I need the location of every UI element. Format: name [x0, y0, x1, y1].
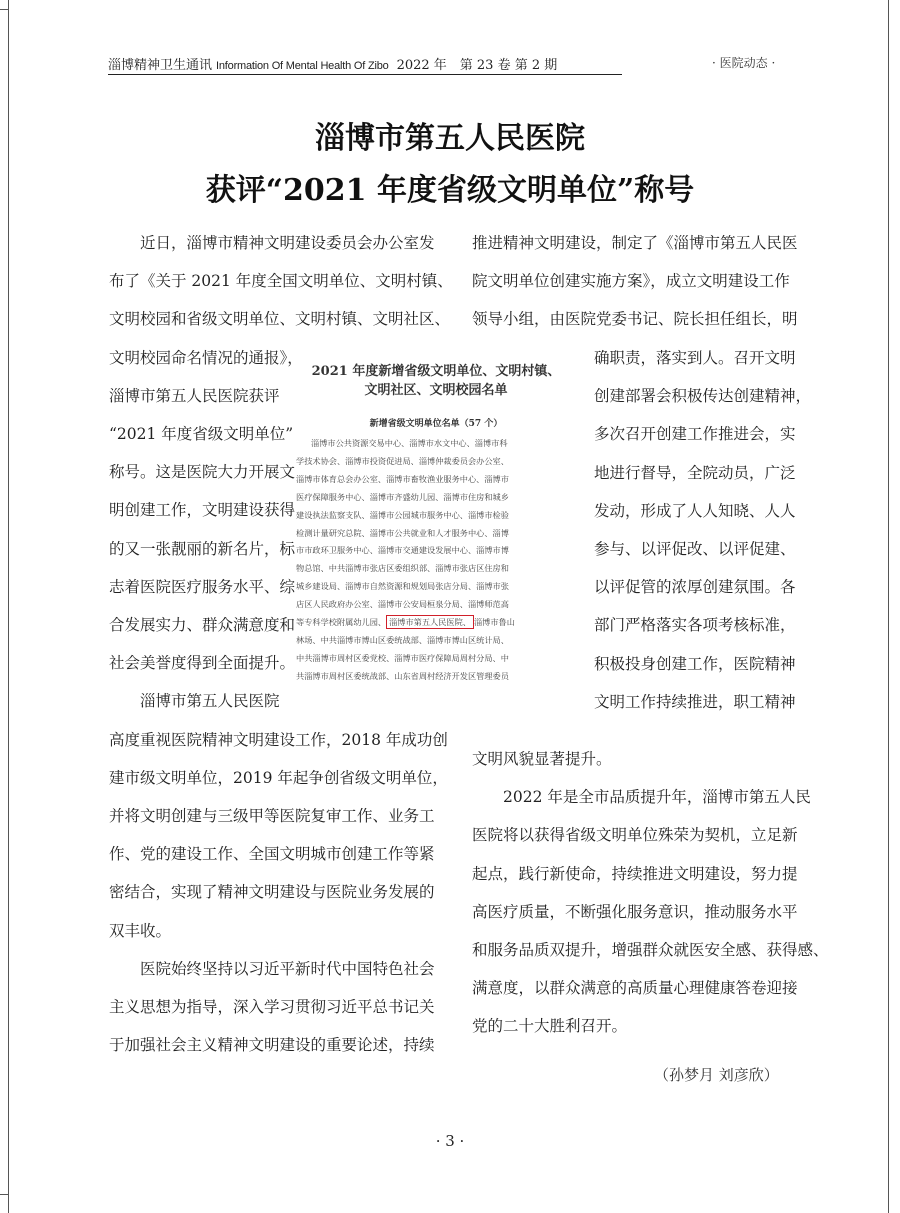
text-line: 淄博市第五人民医院	[109, 692, 280, 711]
text-line: 推进精神文明建设，制定了《淄博市第五人民医	[472, 234, 798, 252]
text-line: 于加强社会主义精神文明建设的重要论述，持续	[109, 1036, 435, 1055]
clipping-text: 淄博市鲁山	[473, 617, 515, 628]
text-line: 合发展实力、群众满意度和	[109, 616, 296, 635]
clipping-line: 淄博市体育总会办公室、淄博市畜牧渔业服务中心、淄博市	[296, 473, 509, 484]
clipping-line: 物总馆、中共淄博市张店区委组织部、淄博市张店区住房和	[296, 563, 509, 574]
text-line: 参与、以评促改、以评促建、	[594, 540, 796, 559]
text-line: 医院将以获得省级文明单位殊荣为契机，立足新	[472, 826, 798, 845]
clipping-line: 检测计量研究总院、淄博市公共就业和人才服务中心、淄博	[296, 527, 509, 538]
clipping-line: 林场、中共淄博市博山区委统战部、淄博市博山区统计局、	[296, 634, 509, 645]
article-title-line1: 淄博市第五人民医院	[315, 121, 585, 156]
article-title-line2: 获评“2021 年度省级文明单位”称号	[205, 173, 695, 208]
header-rule	[108, 74, 622, 75]
text-line: 发动，形成了人人知晓、人人	[594, 501, 796, 520]
text-line: 并将文明创建与三级甲等医院复审工作、业务工	[109, 807, 435, 826]
text-line: 积极投身创建工作，医院精神	[594, 654, 796, 673]
text-line: 文明工作持续推进，职工精神	[594, 692, 796, 711]
text-line: 近日，淄博市精神文明建设委员会办公室发	[109, 234, 435, 252]
text-line: 以评促管的浓厚创建氛围。各	[594, 578, 796, 597]
clipping-line: 店区人民政府办公室、淄博市公安局桓泉分局、淄博师范高	[296, 599, 509, 610]
clipping-line: 城乡建设局、淄博市自然资源和规划局张店分局、淄博市张	[296, 581, 509, 592]
text-line: 多次召开创建工作推进会，实	[594, 425, 796, 444]
text-line: 文明风貌显著提升。	[472, 750, 612, 768]
text-line: 和服务品质双提升，增强群众就医安全感、获得感、	[472, 941, 829, 960]
right-column-wrap	[594, 339, 811, 721]
text-line: 主义思想为指导，深入学习贯彻习近平总书记关	[109, 998, 435, 1017]
text-line: 称号。这是医院大力开展文	[109, 463, 296, 482]
text-line: 创建部署会积极传达创建精神，	[594, 387, 812, 406]
page-edge-top	[0, 9, 8, 10]
text-line: “2021 年度省级文明单位”	[109, 425, 294, 444]
text-line: 作、党的建设工作、全国文明城市创建工作等紧	[109, 845, 435, 864]
text-line: 党的二十大胜利召开。	[472, 1017, 628, 1036]
clipping-title-line1: 2021 年度新增省级文明单位、文明村镇、	[311, 364, 561, 379]
journal-name-cn: 淄博精神卫生通讯	[108, 58, 213, 73]
clipping-line: 淄博市公共资源交易中心、淄博市水文中心、淄博市科	[311, 438, 508, 448]
clipping-subtitle: 新增省级文明单位名单（57 个）	[369, 419, 503, 429]
clipping-line: 中共淄博市周村区委党校、淄博市医疗保障局周村分局、中	[296, 652, 509, 663]
text-line: 满意度，以群众满意的高质量心理健康答卷迎接	[472, 979, 798, 998]
text-line: 志着医院医疗服务水平、综	[109, 577, 296, 596]
running-header	[108, 54, 557, 73]
clipping-body	[296, 435, 576, 686]
section-label: · 医院动态 ·	[712, 56, 776, 70]
text-line: 社会美誉度得到全面提升。	[109, 654, 296, 673]
right-column-bottom	[472, 740, 829, 1046]
clipping-line: 医疗保障服务中心、淄博市齐盛幼儿园、淄博市住房和城乡	[296, 491, 509, 502]
clipping-line: 学技术协会、淄博市投资促进局、淄博仲裁委员会办公室、	[296, 455, 509, 466]
text-line: 淄博市第五人民医院获评	[109, 386, 280, 405]
clipping-title-line2: 文明社区、文明校园名单	[364, 383, 508, 398]
text-line: 文明校园命名情况的通报》，	[109, 348, 303, 367]
clipping-line-highlighted	[296, 614, 576, 632]
text-line: 布了《关于 2021 年度全国文明单位、文明村镇、	[109, 272, 453, 291]
clipping-line: 市市政环卫服务中心、淄博市交通建设发展中心、淄博市博	[296, 545, 509, 556]
text-line: 确职责，落实到人。召开文明	[594, 349, 796, 367]
text-line: 领导小组，由医院党委书记、院长担任组长，明	[472, 310, 798, 329]
text-line: 密结合，实现了精神文明建设与医院业务发展的	[109, 883, 435, 902]
highlighted-hospital-name: 淄博市第五人民医院、	[386, 615, 474, 629]
text-line: 高度重视医院精神文明建设工作，2018 年成功创	[109, 730, 448, 749]
right-column-top	[472, 224, 798, 339]
clipping-text: 等专科学校附属幼儿园、	[296, 617, 387, 628]
name-list-clipping	[296, 362, 576, 686]
text-line: 起点，践行新使命，持续推进文明建设，努力提	[472, 864, 798, 883]
text-line: 双丰收。	[109, 921, 172, 940]
author-signature: （孙梦月 刘彦欣）	[654, 1066, 779, 1084]
text-line: 院文明单位创建实施方案》，成立文明建设工作	[472, 272, 790, 291]
text-line: 明创建工作，文明建设获得	[109, 501, 296, 520]
text-line: 地进行督导，全院动员，广泛	[594, 463, 796, 482]
clipping-line: 建设执法监察支队、淄博市公园城市服务中心、淄博市检验	[296, 509, 509, 520]
text-line: 部门严格落实各项考核标准，	[594, 616, 796, 635]
page-edge-bottom	[0, 1194, 8, 1195]
text-line: 高医疗质量，不断强化服务意识，推动服务水平	[472, 902, 798, 921]
text-line: 2022 年是全市品质提升年，淄博市第五人民	[472, 788, 811, 807]
clipping-line: 共淄博市周村区委统战部、山东省周村经济开发区管理委员	[296, 670, 509, 681]
text-line: 文明校园和省级文明单位、文明村镇、文明社区、	[109, 310, 451, 329]
text-line: 建市级文明单位，2019 年起争创省级文明单位，	[109, 768, 448, 787]
journal-name-en: Information Of Mental Health Of Zibo	[216, 60, 389, 72]
text-line: 的又一张靓丽的新名片，标	[109, 539, 296, 558]
issue-info: 2022 年 第 23 卷 第 2 期	[396, 58, 558, 73]
text-line: 医院始终坚持以习近平新时代中国特色社会	[109, 959, 435, 978]
page-number: · 3 ·	[435, 1132, 465, 1150]
